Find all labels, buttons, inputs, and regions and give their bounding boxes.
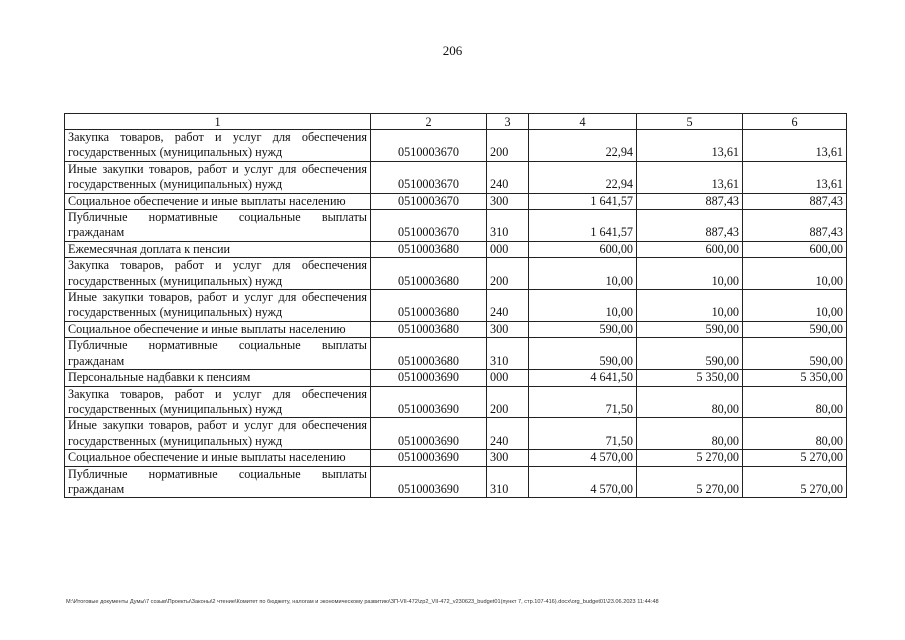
item-name-cell: Иные закупки товаров, работ и услуг для обеспечения государственных (муниципальных) нужд: [65, 418, 371, 450]
target-code-cell: 0510003690: [371, 370, 487, 386]
amount-col6-cell: 80,00: [743, 418, 847, 450]
amount-col5-cell: 10,00: [637, 290, 743, 322]
target-code-cell: 0510003670: [371, 161, 487, 193]
item-name-cell: Социальное обеспечение и иные выплаты населению: [65, 321, 371, 337]
amount-col5-cell: 590,00: [637, 338, 743, 370]
header-row: [65, 114, 847, 130]
amount-col6-cell: 590,00: [743, 338, 847, 370]
amount-col6-cell: 590,00: [743, 321, 847, 337]
column-header: 1: [65, 114, 371, 130]
item-name-cell: Публичные нормативные социальные выплаты гражданам: [65, 466, 371, 498]
item-name-cell: Социальное обеспечение и иные выплаты населению: [65, 193, 371, 209]
target-code-cell: 0510003680: [371, 258, 487, 290]
target-code-cell: 0510003680: [371, 338, 487, 370]
expense-type-cell: 000: [487, 370, 529, 386]
target-code-cell: 0510003670: [371, 210, 487, 242]
expense-type-cell: 200: [487, 130, 529, 162]
column-header: 6: [743, 114, 847, 130]
amount-col4-cell: 4 641,50: [529, 370, 637, 386]
expense-type-cell: 300: [487, 450, 529, 466]
amount-col4-cell: 600,00: [529, 241, 637, 257]
target-code-cell: 0510003690: [371, 466, 487, 498]
table-row: [65, 258, 847, 290]
amount-col4-cell: 22,94: [529, 161, 637, 193]
item-name-cell: Закупка товаров, работ и услуг для обеспечения государственных (муниципальных) нужд: [65, 386, 371, 418]
amount-col4-cell: 590,00: [529, 321, 637, 337]
target-code-cell: 0510003670: [371, 193, 487, 209]
item-name-cell: Закупка товаров, работ и услуг для обеспечения государственных (муниципальных) нужд: [65, 130, 371, 162]
expense-type-cell: 000: [487, 241, 529, 257]
amount-col4-cell: 590,00: [529, 338, 637, 370]
expense-type-cell: 300: [487, 193, 529, 209]
item-name-cell: Иные закупки товаров, работ и услуг для обеспечения государственных (муниципальных) нужд: [65, 290, 371, 322]
amount-col4-cell: 10,00: [529, 290, 637, 322]
amount-col5-cell: 600,00: [637, 241, 743, 257]
amount-col5-cell: 887,43: [637, 210, 743, 242]
expense-type-cell: 300: [487, 321, 529, 337]
amount-col6-cell: 600,00: [743, 241, 847, 257]
expense-type-cell: 240: [487, 161, 529, 193]
target-code-cell: 0510003680: [371, 290, 487, 322]
table-row: [65, 130, 847, 162]
amount-col6-cell: 13,61: [743, 130, 847, 162]
table-body: [65, 130, 847, 498]
expense-type-cell: 310: [487, 466, 529, 498]
column-header: 2: [371, 114, 487, 130]
table-row: [65, 161, 847, 193]
target-code-cell: 0510003680: [371, 241, 487, 257]
amount-col5-cell: 80,00: [637, 418, 743, 450]
expense-type-cell: 310: [487, 210, 529, 242]
amount-col5-cell: 5 270,00: [637, 466, 743, 498]
table-row: [65, 321, 847, 337]
target-code-cell: 0510003690: [371, 450, 487, 466]
column-header: 4: [529, 114, 637, 130]
expense-type-cell: 240: [487, 418, 529, 450]
amount-col4-cell: 71,50: [529, 418, 637, 450]
table-row: [65, 370, 847, 386]
target-code-cell: 0510003670: [371, 130, 487, 162]
amount-col6-cell: 887,43: [743, 193, 847, 209]
item-name-cell: Персональные надбавки к пенсиям: [65, 370, 371, 386]
item-name-cell: Публичные нормативные социальные выплаты гражданам: [65, 210, 371, 242]
amount-col4-cell: 4 570,00: [529, 450, 637, 466]
page-number: 206: [442, 43, 463, 58]
amount-col5-cell: 5 350,00: [637, 370, 743, 386]
amount-col5-cell: 590,00: [637, 321, 743, 337]
amount-col5-cell: 10,00: [637, 258, 743, 290]
target-code-cell: 0510003690: [371, 418, 487, 450]
item-name-cell: Закупка товаров, работ и услуг для обеспечения государственных (муниципальных) нужд: [65, 258, 371, 290]
item-name-cell: Ежемесячная доплата к пенсии: [65, 241, 371, 257]
table-row: [65, 338, 847, 370]
target-code-cell: 0510003680: [371, 321, 487, 337]
amount-col6-cell: 13,61: [743, 161, 847, 193]
amount-col5-cell: 13,61: [637, 161, 743, 193]
table-row: [65, 290, 847, 322]
target-code-cell: 0510003690: [371, 386, 487, 418]
amount-col6-cell: 80,00: [743, 386, 847, 418]
amount-col4-cell: 22,94: [529, 130, 637, 162]
item-name-cell: Социальное обеспечение и иные выплаты населению: [65, 450, 371, 466]
table-row: [65, 450, 847, 466]
amount-col4-cell: 10,00: [529, 258, 637, 290]
amount-col4-cell: 71,50: [529, 386, 637, 418]
table-row: [65, 386, 847, 418]
amount-col6-cell: 5 270,00: [743, 466, 847, 498]
budget-table: [64, 113, 847, 498]
amount-col4-cell: 4 570,00: [529, 466, 637, 498]
amount-col5-cell: 13,61: [637, 130, 743, 162]
expense-type-cell: 310: [487, 338, 529, 370]
amount-col5-cell: 5 270,00: [637, 450, 743, 466]
amount-col6-cell: 5 270,00: [743, 450, 847, 466]
table-row: [65, 241, 847, 257]
footer-file-path: M:\Итоговые документы Думы\7 созыв\Проекты\Законы\2 чтение\Комитет по бюджету, налогам и экономическому развитию\ЗП-VII-472\zp2_VII-472_v230623_budget01(пункт 7, стр.107-416).docx\org_budget01\23.06.2023 11:44:48: [66, 599, 659, 605]
amount-col6-cell: 10,00: [743, 290, 847, 322]
amount-col4-cell: 1 641,57: [529, 210, 637, 242]
expense-type-cell: 240: [487, 290, 529, 322]
item-name-cell: Иные закупки товаров, работ и услуг для обеспечения государственных (муниципальных) нужд: [65, 161, 371, 193]
amount-col6-cell: 5 350,00: [743, 370, 847, 386]
table-row: [65, 210, 847, 242]
amount-col5-cell: 80,00: [637, 386, 743, 418]
table-row: [65, 193, 847, 209]
column-header: 3: [487, 114, 529, 130]
amount-col6-cell: 10,00: [743, 258, 847, 290]
column-header: 5: [637, 114, 743, 130]
amount-col4-cell: 1 641,57: [529, 193, 637, 209]
amount-col6-cell: 887,43: [743, 210, 847, 242]
expense-type-cell: 200: [487, 258, 529, 290]
table-row: [65, 466, 847, 498]
amount-col5-cell: 887,43: [637, 193, 743, 209]
item-name-cell: Публичные нормативные социальные выплаты гражданам: [65, 338, 371, 370]
expense-type-cell: 200: [487, 386, 529, 418]
table-row: [65, 418, 847, 450]
